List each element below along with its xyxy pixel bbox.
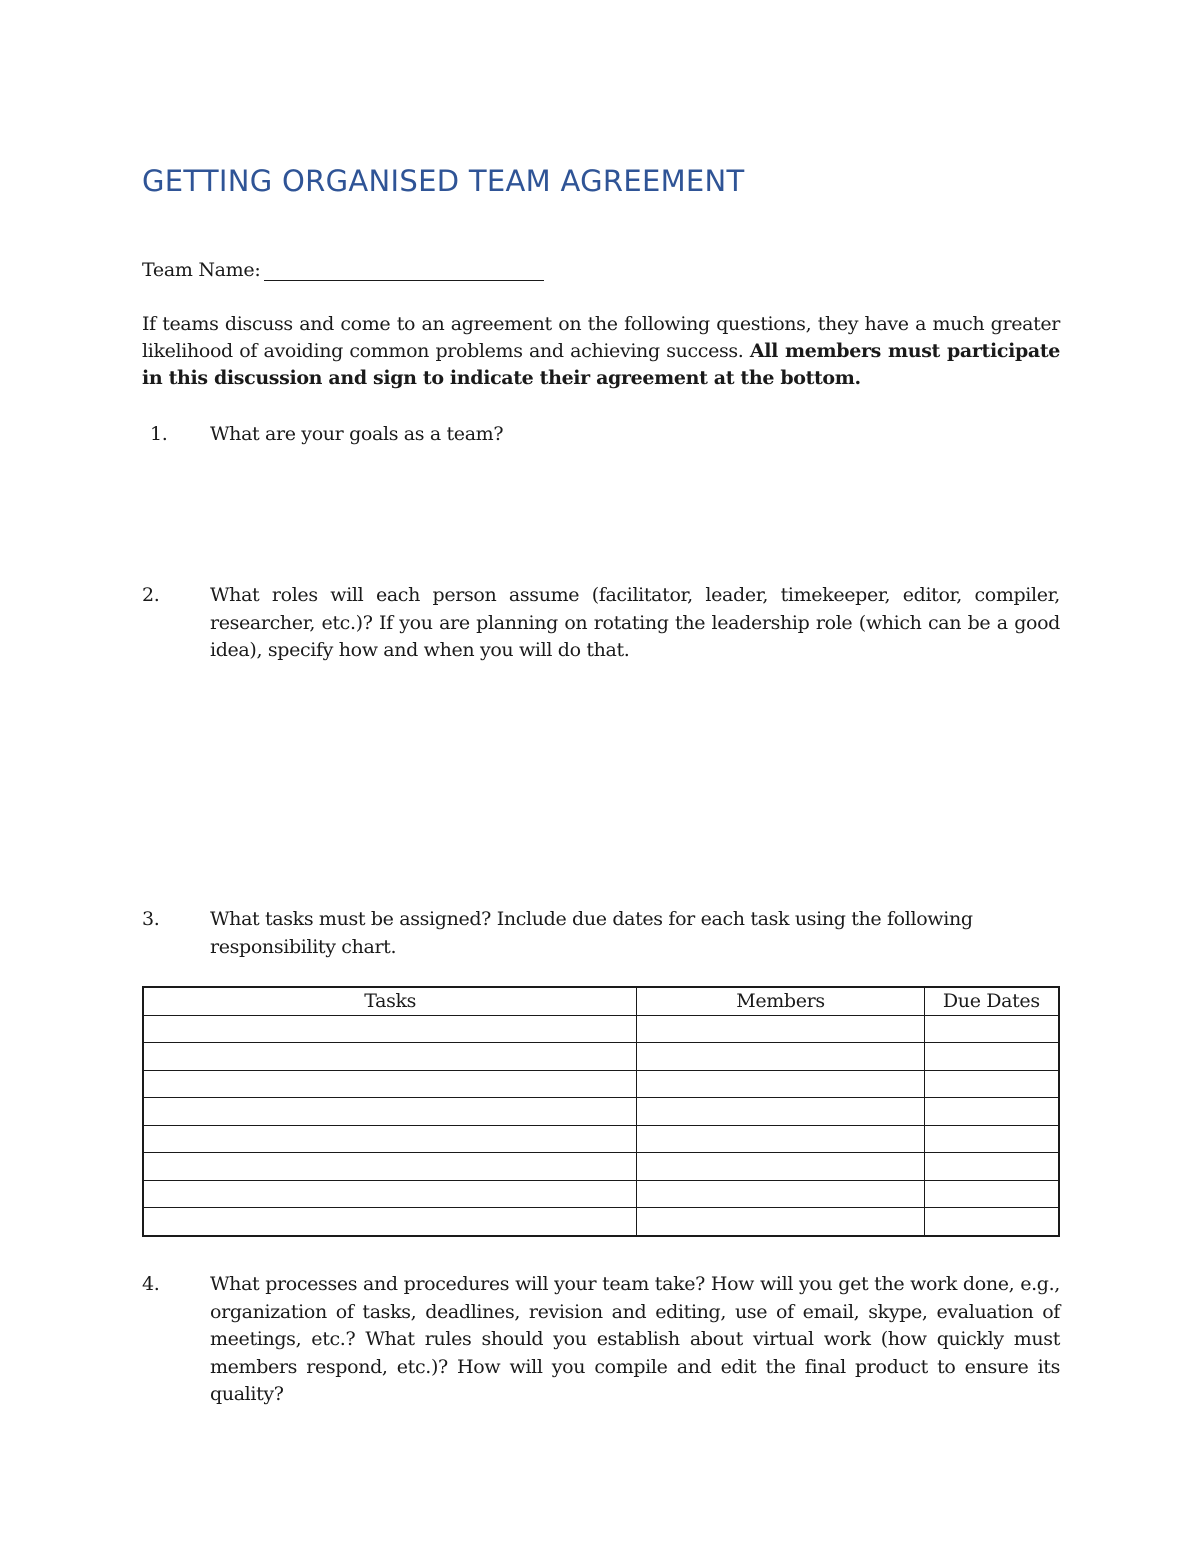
question-text: What roles will each person assume (facilitator, leader, timekeeper, editor, compiler, researcher, etc.)? If you are planning on rotating the leadership role (which can be a good idea), specify how and when you will do that. (210, 584, 1060, 661)
due-date-cell[interactable] (924, 1043, 1059, 1071)
team-name-blank[interactable] (264, 258, 544, 281)
table-row (143, 1098, 1059, 1126)
due-date-cell[interactable] (924, 1070, 1059, 1098)
member-cell[interactable] (637, 1153, 924, 1181)
task-cell[interactable] (143, 1125, 637, 1153)
due-date-cell[interactable] (924, 1125, 1059, 1153)
member-cell[interactable] (637, 1208, 924, 1236)
table-row (143, 1070, 1059, 1098)
table-row (143, 1015, 1059, 1043)
question-number: 4. (142, 1273, 160, 1295)
intro-paragraph (142, 311, 1060, 392)
question-text: What processes and procedures will your team take? How will you get the work done, e.g., organization of tasks, deadlines, revision and editing, use of email, skype, evaluation of meetings, etc.? What rules should you establish about virtual work (how quickly must members respond, etc.)? How will you compile and edit the final product to ensure its quality? (210, 1273, 1060, 1405)
due-date-cell[interactable] (924, 1208, 1059, 1236)
header-due-dates: Due Dates (924, 987, 1059, 1015)
question-text: What tasks must be assigned? Include due dates for each task using the following responsibility chart. (210, 908, 973, 958)
due-date-cell[interactable] (924, 1180, 1059, 1208)
question-number: 3. (142, 908, 160, 930)
intro-bold-text: All members must participate in this discussion and sign to indicate their agreement at the bottom. (142, 340, 1060, 389)
member-cell[interactable] (637, 1043, 924, 1071)
due-date-cell[interactable] (924, 1015, 1059, 1043)
member-cell[interactable] (637, 1098, 924, 1126)
member-cell[interactable] (637, 1180, 924, 1208)
team-name-label: Team Name: (142, 259, 261, 281)
member-cell[interactable] (637, 1015, 924, 1043)
due-date-cell[interactable] (924, 1153, 1059, 1181)
task-cell[interactable] (143, 1015, 637, 1043)
member-cell[interactable] (637, 1070, 924, 1098)
table-row (143, 1043, 1059, 1071)
table-header-row (143, 987, 1059, 1015)
table-row (143, 1125, 1059, 1153)
task-cell[interactable] (143, 1208, 637, 1236)
table-row (143, 1208, 1059, 1236)
table-row (143, 1180, 1059, 1208)
question-number: 1. (150, 423, 168, 445)
responsibility-table (142, 986, 1060, 1237)
due-date-cell[interactable] (924, 1098, 1059, 1126)
header-members: Members (637, 987, 924, 1015)
task-cell[interactable] (143, 1098, 637, 1126)
question-number: 2. (142, 584, 160, 606)
member-cell[interactable] (637, 1125, 924, 1153)
question-1 (142, 421, 1060, 449)
task-cell[interactable] (143, 1043, 637, 1071)
question-2 (142, 582, 1060, 665)
page-title: GETTING ORGANISED TEAM AGREEMENT (142, 164, 745, 198)
question-4 (142, 1271, 1060, 1409)
task-cell[interactable] (143, 1070, 637, 1098)
task-cell[interactable] (143, 1180, 637, 1208)
question-3 (142, 906, 1060, 961)
table-row (143, 1153, 1059, 1181)
task-cell[interactable] (143, 1153, 637, 1181)
header-tasks: Tasks (143, 987, 637, 1015)
team-name-line (142, 258, 544, 281)
intro-text: If teams discuss and come to an agreement on the following questions, they have a much greater likelihood of avoiding common problems and achieving success. (142, 313, 1060, 362)
question-text: What are your goals as a team? (210, 423, 504, 445)
